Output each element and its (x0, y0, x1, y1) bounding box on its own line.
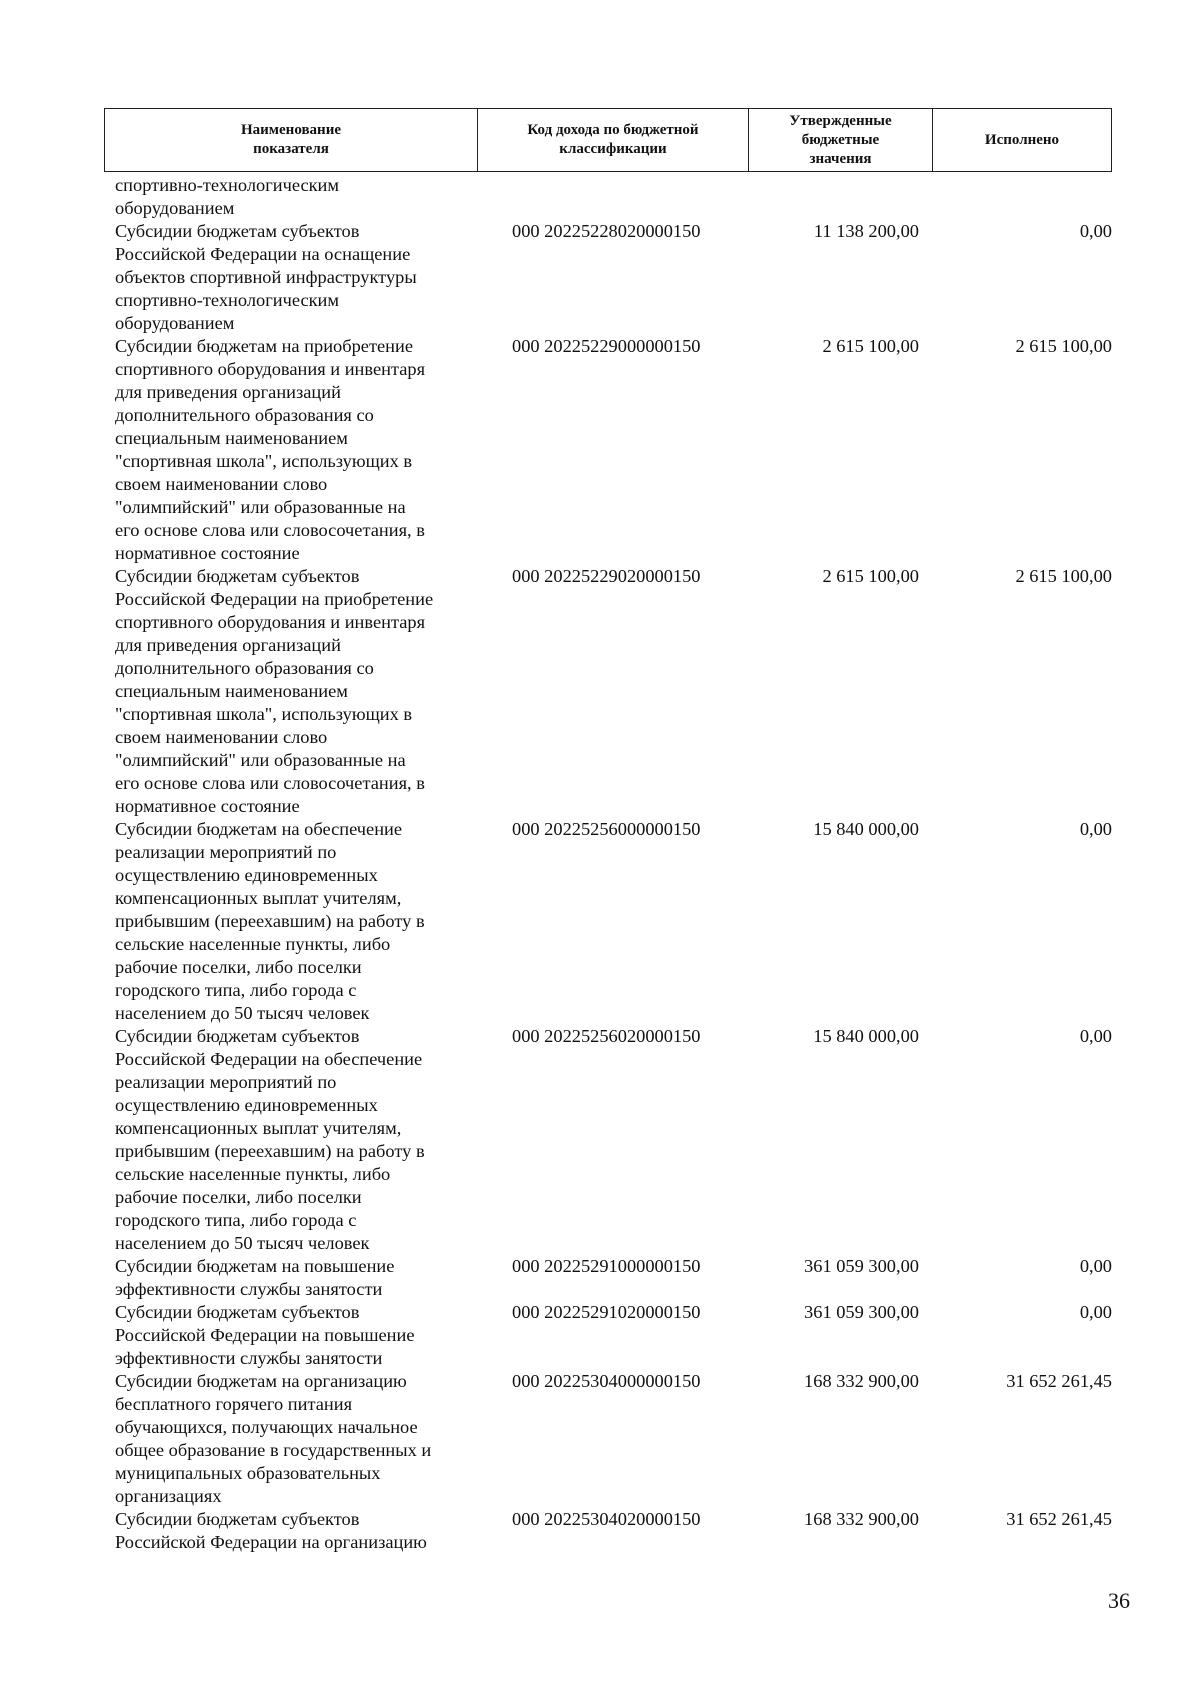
row-name-line: общее образование в государственных и (115, 1440, 432, 1460)
row-name-line: дополнительного образования со (115, 405, 374, 425)
row-name-line: компенсационных выплат учителям, (115, 1118, 402, 1138)
row-executed: 2 615 100,00 (1015, 336, 1112, 356)
row-name-line: своем наименовании слово (115, 474, 328, 494)
row-name-line: Субсидии бюджетам субъектов (115, 566, 360, 586)
row-name-line: реализации мероприятий по (115, 842, 337, 862)
row-name-line: Российской Федерации на обеспечение (115, 1049, 423, 1069)
row-code: 000 20225228020000150 (512, 221, 701, 241)
row-name-line: Субсидии бюджетам на повышение (115, 1256, 395, 1276)
row-executed: 31 652 261,45 (1006, 1371, 1112, 1391)
row-name-line: спортивного оборудования и инвентаря (115, 359, 426, 379)
continuation-line: спортивно-технологическим (115, 175, 340, 195)
row-executed: 2 615 100,00 (1015, 566, 1112, 586)
row-name-line: специальным наименованием (115, 681, 348, 701)
row-name-line: городского типа, либо города с (115, 1210, 357, 1230)
header-name: Наименование показателя (105, 109, 478, 171)
row-name-line: объектов спортивной инфраструктуры (115, 267, 417, 287)
row-name-line: муниципальных образовательных (115, 1463, 381, 1483)
table-header (104, 108, 1112, 172)
row-code: 000 20225304020000150 (512, 1509, 701, 1529)
row-code: 000 20225256000000150 (512, 819, 701, 839)
row-name-line: его основе слова или словосочетания, в (115, 773, 425, 793)
row-name-line: для приведения организаций (115, 382, 341, 402)
row-name-line: городского типа, либо города с (115, 980, 357, 1000)
row-approved: 2 615 100,00 (822, 566, 919, 586)
header-executed: Исполнено (984, 131, 1060, 148)
row-approved: 361 059 300,00 (804, 1302, 919, 1322)
header-approved: Утвержденные бюджетные значения (749, 109, 933, 171)
row-name-line: своем наименовании слово (115, 727, 328, 747)
row-name-line: осуществлению единовременных (115, 865, 378, 885)
row-executed: 0,00 (1079, 1026, 1112, 1046)
row-executed: 0,00 (1079, 1256, 1112, 1276)
row-approved: 11 138 200,00 (813, 221, 919, 241)
row-name-line: рабочие поселки, либо поселки (115, 1187, 362, 1207)
row-name-line: "олимпийский" или образованные на (115, 750, 406, 770)
row-name-line: Субсидии бюджетам субъектов (115, 1509, 360, 1529)
row-name-line: обучающихся, получающих начальное (115, 1417, 418, 1437)
row-name-line: Российской Федерации на приобретение (115, 589, 434, 609)
row-code: 000 20225229000000150 (512, 336, 701, 356)
row-code: 000 20225304000000150 (512, 1371, 701, 1391)
row-code: 000 20225256020000150 (512, 1026, 701, 1046)
row-name-line: Российской Федерации на повышение (115, 1325, 415, 1345)
row-name-line: эффективности службы занятости (115, 1279, 383, 1299)
row-name-line: нормативное состояние (115, 543, 300, 563)
row-name-line: специальным наименованием (115, 428, 348, 448)
row-name-line: сельские населенные пункты, либо (115, 934, 391, 954)
row-name-line: населением до 50 тысяч человек (115, 1003, 370, 1023)
row-name-line: осуществлению единовременных (115, 1095, 378, 1115)
row-name-line: прибывшим (переехавшим) на работу в (115, 1141, 425, 1161)
page-number: 36 (1108, 1588, 1130, 1613)
row-name-line: рабочие поселки, либо поселки (115, 957, 362, 977)
row-name-line: Субсидии бюджетам на организацию (115, 1371, 407, 1391)
row-name-line: эффективности службы занятости (115, 1348, 383, 1368)
row-name-line: спортивного оборудования и инвентаря (115, 612, 426, 632)
row-executed: 0,00 (1079, 221, 1112, 241)
row-code: 000 20225291020000150 (512, 1302, 701, 1322)
row-name-line: бесплатного горячего питания (115, 1394, 353, 1414)
row-code: 000 20225291000000150 (512, 1256, 701, 1276)
row-name-line: организациях (115, 1486, 222, 1506)
row-name-line: его основе слова или словосочетания, в (115, 520, 425, 540)
row-name-line: Субсидии бюджетам на приобретение (115, 336, 414, 356)
row-name-line: оборудованием (115, 313, 235, 333)
row-name-line: "олимпийский" или образованные на (115, 497, 406, 517)
row-executed: 0,00 (1079, 1302, 1112, 1322)
row-name-line: сельские населенные пункты, либо (115, 1164, 391, 1184)
row-name-line: населением до 50 тысяч человек (115, 1233, 370, 1253)
row-name-line: Российской Федерации на оснащение (115, 244, 411, 264)
row-name-line: компенсационных выплат учителям, (115, 888, 402, 908)
row-name-line: нормативное состояние (115, 796, 300, 816)
row-approved: 168 332 900,00 (804, 1509, 919, 1529)
continuation-line: оборудованием (115, 198, 235, 218)
row-name-line: Российской Федерации на организацию (115, 1532, 427, 1552)
row-name-line: "спортивная школа", использующих в (115, 451, 413, 471)
row-name-line: реализации мероприятий по (115, 1072, 337, 1092)
row-name-line: прибывшим (переехавшим) на работу в (115, 911, 425, 931)
row-name-line: Субсидии бюджетам на обеспечение (115, 819, 403, 839)
row-approved: 15 840 000,00 (813, 1026, 919, 1046)
row-name-line: дополнительного образования со (115, 658, 374, 678)
row-approved: 2 615 100,00 (822, 336, 919, 356)
row-name-line: Субсидии бюджетам субъектов (115, 1302, 360, 1322)
row-approved: 361 059 300,00 (804, 1256, 919, 1276)
row-executed: 31 652 261,45 (1006, 1509, 1112, 1529)
row-name-line: спортивно-технологическим (115, 290, 340, 310)
row-code: 000 20225229020000150 (512, 566, 701, 586)
row-name-line: Субсидии бюджетам субъектов (115, 221, 360, 241)
row-name-line: Субсидии бюджетам субъектов (115, 1026, 360, 1046)
header-code: Код дохода по бюджетной классификации (478, 109, 749, 171)
row-executed: 0,00 (1079, 819, 1112, 839)
row-approved: 168 332 900,00 (804, 1371, 919, 1391)
row-name-line: "спортивная школа", использующих в (115, 704, 413, 724)
row-approved: 15 840 000,00 (813, 819, 919, 839)
row-name-line: для приведения организаций (115, 635, 341, 655)
